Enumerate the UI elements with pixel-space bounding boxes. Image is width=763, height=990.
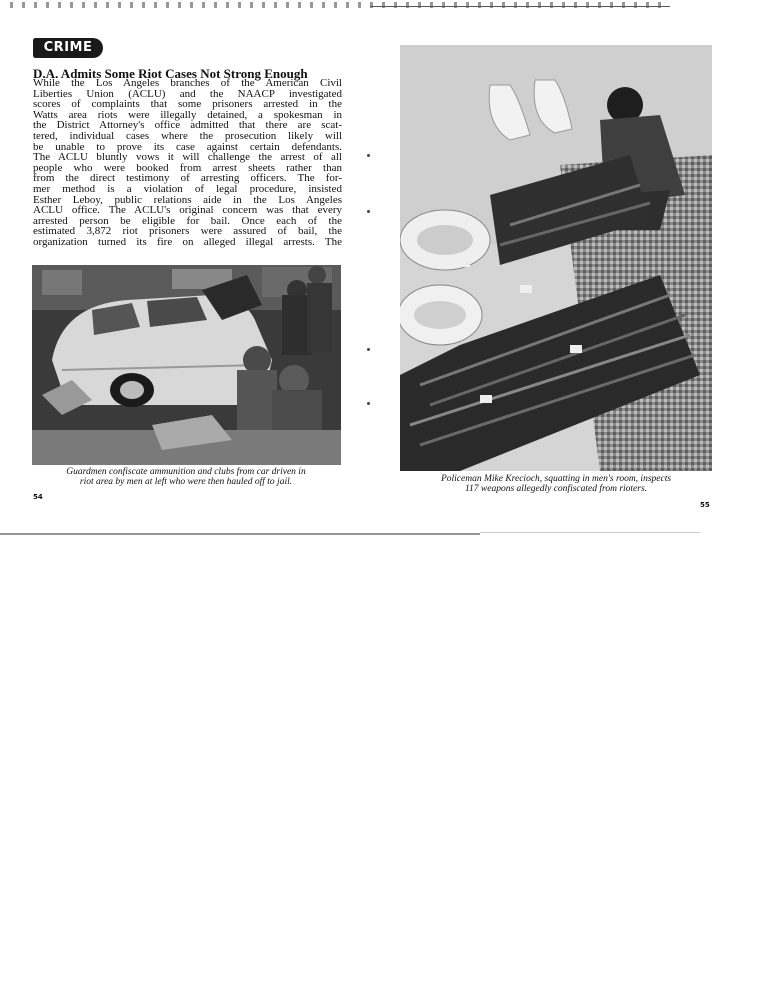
body-line: from the direct testimony of arresting officers. The for-	[33, 172, 342, 185]
left-photo-caption	[30, 467, 342, 487]
section-label-tab: CRIME	[33, 38, 103, 58]
margin-mark	[367, 154, 370, 157]
body-line: people who were booked from arrest sheets rather than	[33, 161, 342, 174]
margin-mark	[367, 402, 370, 405]
body-line: be unable to prove its case against certain defendants.	[33, 140, 342, 153]
top-rule	[370, 6, 670, 7]
body-line: tered, individual cases where the prosecution likely will	[33, 129, 342, 142]
weapons-restroom-photo	[400, 45, 712, 471]
body-line: scores of complaints that some prisoners arrested in the	[33, 98, 342, 111]
caption-line: 117 weapons allegedly confiscated from rioters.	[464, 484, 648, 494]
article-body	[33, 78, 342, 248]
body-line: arrested person be eligible for bail. Once each of the	[33, 214, 342, 227]
margin-mark	[367, 348, 370, 351]
body-line: ACLU office. The ACLU's original concern was that every	[33, 204, 342, 217]
page-number-left: 54	[33, 493, 43, 501]
margin-mark	[367, 210, 370, 213]
body-line: Watts area riots were illegally detained, a spokesman in	[33, 108, 342, 121]
article-headline: D.A. Admits Some Riot Cases Not Strong Enough	[33, 66, 308, 81]
body-line: estimated 3,872 riot prisoners were assured of bail, the	[33, 225, 342, 238]
right-photo-caption	[398, 474, 714, 494]
body-line: Esther Leboy, public relations aide in the Los Angeles	[33, 193, 342, 206]
bottom-rule	[0, 533, 480, 535]
caption-line: Guardmen confiscate ammunition and clubs from car driven in	[66, 467, 306, 477]
body-line: the District Attorney's office admitted that there are scat-	[33, 119, 342, 132]
body-line: The ACLU bluntly vows it will challenge the arrest of all	[33, 151, 342, 164]
page-number-right: 55	[700, 501, 710, 509]
body-line: mer method is a violation of legal procedure, insisted	[33, 182, 342, 195]
caption-line: Policeman Mike Krecioch, squatting in men's room, inspects	[440, 474, 672, 484]
body-line: organization turned its fire on alleged illegal arrests. The	[33, 235, 342, 248]
bottom-rule-faint	[480, 532, 700, 533]
guardmen-car-photo	[32, 265, 341, 465]
body-line: While the Los Angeles branches of the American Civil	[33, 77, 342, 89]
body-line: Liberties Union (ACLU) and the NAACP investigated	[33, 87, 342, 100]
top-dotted-rule	[10, 2, 670, 8]
caption-line: riot area by men at left who were then hauled off to jail.	[79, 477, 293, 487]
